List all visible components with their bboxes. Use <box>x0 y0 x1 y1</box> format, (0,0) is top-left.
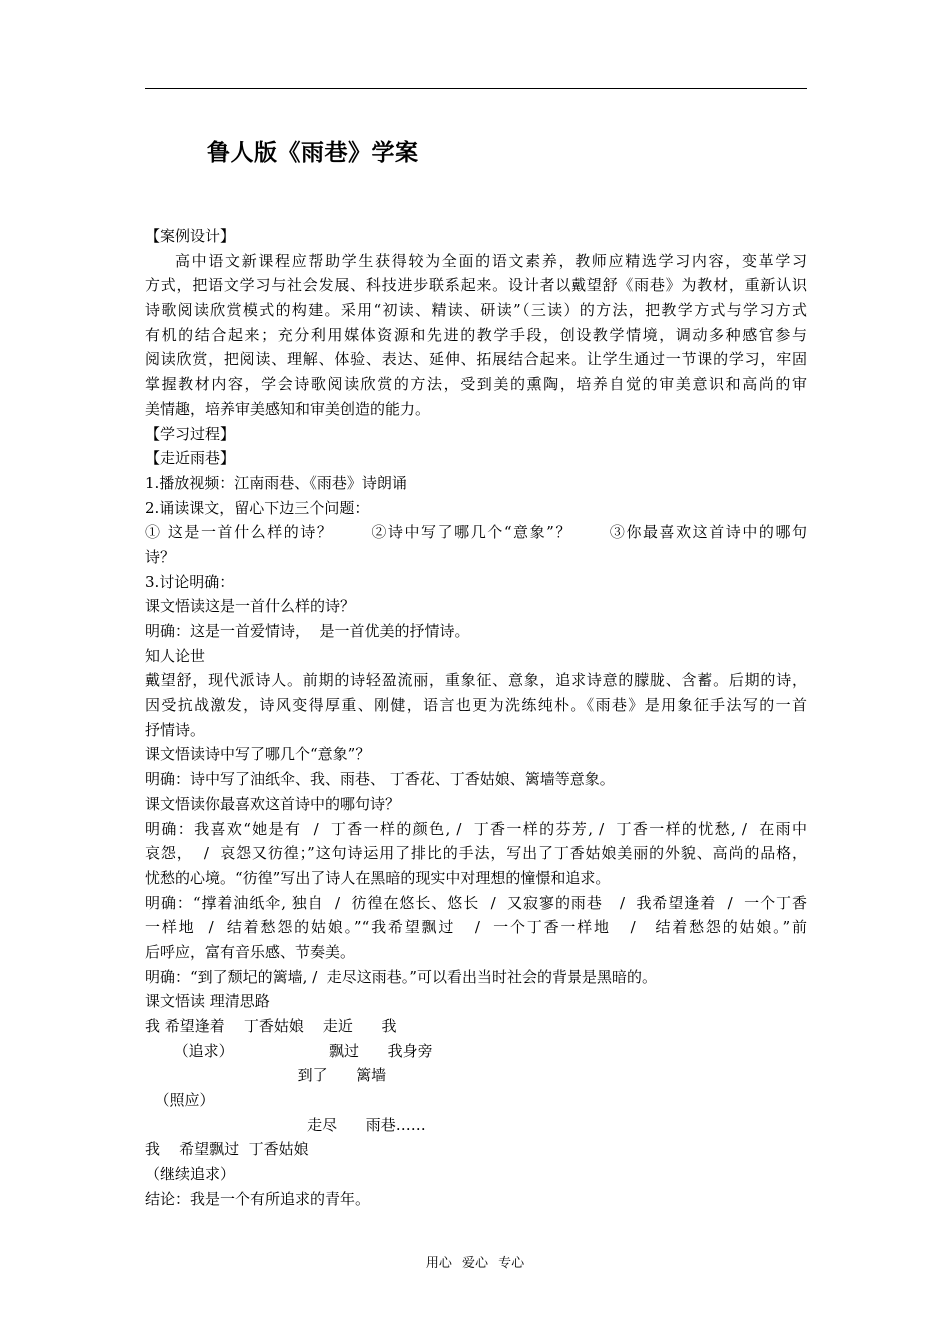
text-line: 明确：诗中写了油纸伞、我、雨巷、 丁香花、丁香姑娘、篱墙等意象。 <box>145 770 615 789</box>
text-line: 阅读欣赏，把阅读、理解、体验、表达、延伸、拓展结合起来。让学生通过一节课的学习，牢固 <box>145 350 807 369</box>
text-line: 【案例设计】 <box>145 227 236 245</box>
text-line: ① 这是一首什么样的诗？ ②诗中写了哪几个“意象”？ ③你最喜欢这首诗中的哪句 <box>145 523 807 542</box>
text-line: 我 希望逢着 丁香姑娘 走近 我 <box>145 1017 397 1035</box>
text-line: 【学习过程】 <box>145 424 236 443</box>
text-line: 课文悟读 理清思路 <box>145 992 270 1011</box>
text-line: （追求） 飘过 我身旁 <box>145 1041 433 1060</box>
text-line: （照应） <box>145 1091 215 1110</box>
text-line: 明确：这是一首爱情诗， 是一首优美的抒情诗。 <box>145 622 470 640</box>
text-line: 走尽 雨巷…… <box>145 1115 426 1134</box>
document-body <box>145 224 807 1212</box>
text-line: 美情趣，培养审美感知和审美创造的能力。 <box>145 399 431 418</box>
text-line: 明确：我喜欢“她是有 / 丁香一样的颜色, / 丁香一样的芬芳, / 丁香一样的忧愁, / 在雨中 <box>145 819 807 838</box>
text-line: 明确：“撑着油纸伞, 独自 / 彷徨在悠长、悠长 / 又寂寥的雨巷 / 我希望逢着 / 一个丁香 <box>145 893 807 912</box>
document-title: 鲁人版《雨巷》学案 <box>207 140 419 166</box>
text-line: 课文悟读诗中写了哪几个“意象”？ <box>145 745 371 764</box>
text-line: 一样地 / 结着愁怨的姑娘。”“我希望飘过 / 一个丁香一样地 / 结着愁怨的姑娘。”前 <box>145 918 807 937</box>
text-line: （继续追求） <box>145 1165 236 1184</box>
text-line: 到了 篱墙 <box>145 1066 387 1085</box>
text-line: 抒情诗。 <box>145 720 206 739</box>
text-line: 2.诵读课文，留心下边三个问题： <box>145 498 370 517</box>
header-rule <box>145 88 807 89</box>
text-line: 有机的结合起来；充分利用媒体资源和先进的教学手段，创设教学情境，调动多种感官参与 <box>145 325 807 344</box>
text-line: 掌握教材内容，学会诗歌阅读欣赏的方法，受到美的熏陶，培养自觉的审美意识和高尚的审 <box>145 375 807 394</box>
text-line: 后呼应，富有音乐感、节奏美。 <box>145 942 356 961</box>
page-footer: 用心 爱心 专心 <box>425 1256 525 1271</box>
text-line: 知人论世 <box>145 646 206 665</box>
text-line: 明确：“到了颓圮的篱墙, / 走尽这雨巷。”可以看出当时社会的背景是黑暗的。 <box>145 967 657 986</box>
text-line: 因受抗战激发，诗风变得厚重、刚健，语言也更为洗练纯朴。《雨巷》是用象征手法写的一首 <box>145 696 807 715</box>
text-line: 哀怨， / 哀怨又彷徨；”这句诗运用了排比的手法，写出了丁香姑娘美丽的外貌、高尚的品格， <box>145 844 807 863</box>
text-line: 忧愁的心境。“彷徨”写出了诗人在黑暗的现实中对理想的憧憬和追求。 <box>145 868 611 887</box>
text-line: 【走近雨巷】 <box>145 449 236 468</box>
text-line: 诗歌阅读欣赏模式的构建。采用“初读、精读、研读”（三读）的方法，把教学方式与学习方式 <box>145 301 807 320</box>
text-line: 1.播放视频：江南雨巷、《雨巷》诗朗诵 <box>145 473 407 492</box>
text-line: 3.讨论明确： <box>145 572 235 591</box>
text-line: 诗？ <box>145 547 176 566</box>
text-line: 方式，把语文学习与社会发展、科技进步联系起来。设计者以戴望舒《雨巷》为教材，重新认识 <box>145 276 807 295</box>
text-line: 戴望舒，现代派诗人。前期的诗轻盈流丽，重象征、意象，追求诗意的朦胧、含蓄。后期的诗， <box>145 671 807 690</box>
text-line: 我 希望飘过 丁香姑娘 <box>145 1140 309 1159</box>
text-line: 结论：我是一个有所追求的青年。 <box>145 1189 371 1208</box>
text-line: 课文悟读你最喜欢这首诗中的哪句诗？ <box>145 794 401 813</box>
text-line: 高中语文新课程应帮助学生获得较为全面的语文素养，教师应精选学习内容，变革学习 <box>175 251 807 270</box>
text-line: 课文悟读这是一首什么样的诗？ <box>145 597 356 616</box>
